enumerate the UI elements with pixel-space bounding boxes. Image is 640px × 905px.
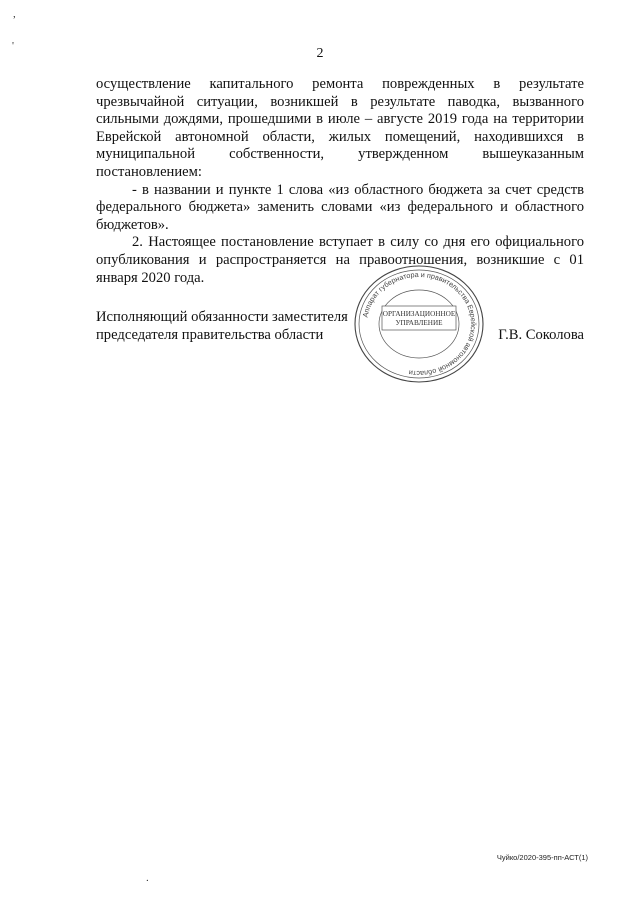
page-number: 2	[316, 46, 324, 61]
paragraph-effective-date: 2. Настоящее постановление вступает в силу со дня его официального опубликования и распространяется на правоотношения, возникшие с 01 января 2020 года.	[96, 234, 584, 286]
document-body	[96, 76, 584, 287]
paragraph-amendment: - в названии и пункте 1 слова «из областного бюджета за счет средств федерального бюджета» заменить словами «из федерального и областного бюджетов».	[96, 181, 584, 233]
signatory-title-line2: председателя правительства области	[96, 327, 324, 343]
signatory-title	[96, 308, 348, 344]
official-stamp	[352, 262, 486, 386]
scan-mark-side: '	[12, 40, 14, 52]
document-code: Чуйко/2020-395-пп-АСТ(1)	[496, 853, 588, 862]
signature-block	[96, 308, 584, 344]
signatory-name: Г.В. Соколова	[498, 327, 584, 343]
scan-mark-bottom: .	[146, 872, 149, 884]
stamp-inner-line2: УПРАВЛЕНИЕ	[395, 319, 443, 327]
stamp-outer-text: Аппарат губернатора и правительства Еврейской автономной области	[360, 269, 479, 379]
stamp-inner-line1: ОРГАНИЗАЦИОННОЕ	[382, 310, 456, 318]
signatory-title-line1: Исполняющий обязанности заместителя	[96, 309, 348, 325]
paragraph-continuation: осуществление капитального ремонта поврежденных в результате чрезвычайной ситуации, возникшей в результате паводка, вызванного сильными дождями, прошедшими в июле – августе 2019 года на территории Еврейской автономной области, жилых помещений, находившихся в муниципальной собственности, утвержденном вышеуказанным постановлением:	[96, 76, 584, 180]
scan-mark-top: ,	[13, 8, 16, 20]
